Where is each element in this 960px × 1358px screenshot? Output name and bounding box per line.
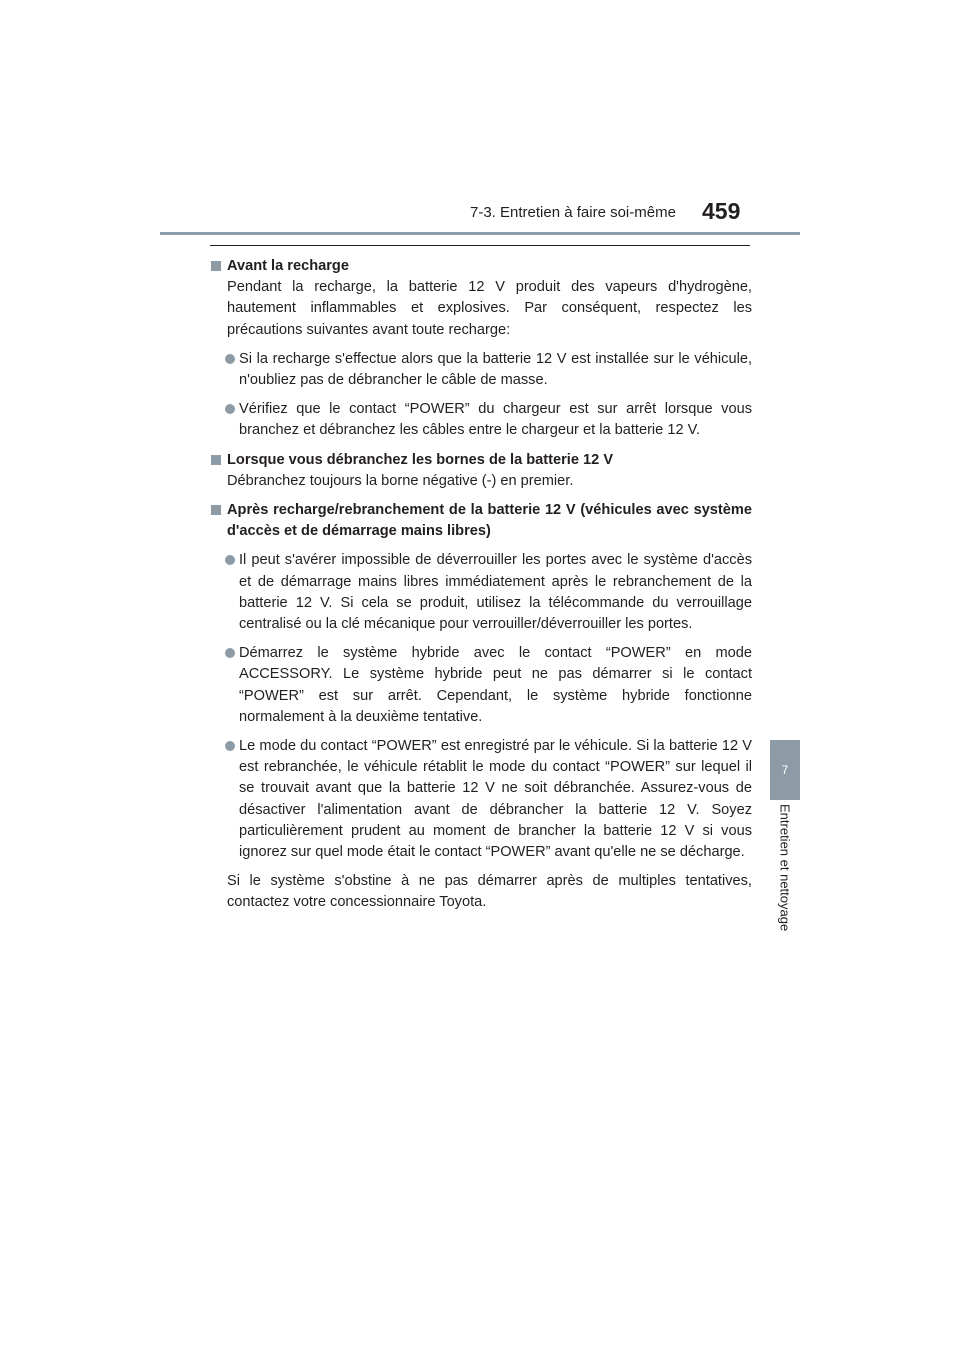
round-bullet-icon — [225, 404, 235, 414]
header-rule — [160, 232, 800, 235]
list-item-text: Il peut s'avérer impossible de déverrouiller les portes avec le système d'accès et de démarrage mains libres immédiatement après le rebranchement de la batterie 12 V. Si cela se produit, utilisez la télécommande du verrouillage centralisé ou la clé mécanique pour verrouiller/déverrouiller les portes. — [239, 552, 752, 633]
list-item-text: Si la recharge s'effectue alors que la batterie 12 V est installée sur le véhicule, n'oubliez pas de débrancher le câble de masse. — [239, 350, 752, 389]
page-number: 459 — [702, 198, 741, 224]
closing-paragraph: Si le système s'obstine à ne pas démarrer après de multiples tentatives, contactez votre concessionnaire Toyota. — [227, 873, 752, 911]
square-bullet-icon — [211, 261, 221, 271]
chapter-number: 7 — [781, 763, 789, 777]
section-title: Lorsque vous débranchez les bornes de la batterie 12 V — [227, 451, 614, 468]
chapter-tab[interactable] — [770, 740, 800, 800]
section-heading — [210, 256, 752, 277]
list-item — [210, 550, 752, 635]
round-bullet-icon — [225, 555, 235, 565]
list-item-text: Le mode du contact “POWER” est enregistré par le véhicule. Si la batterie 12 V est rebranchée, le véhicule rétablit le mode du contact “POWER” sur lequel il se trouvait avant que la batterie 12 V ne soit débranchée. Assurez-vous de désactiver l'alimentation avant de débrancher la batterie 12 V. Soyez particulièrement prudent au moment de brancher la batterie 12 V si vous ignorez sur quel mode était le contact “POWER” avant qu'elle ne se décharge. — [239, 738, 752, 861]
round-bullet-icon — [225, 648, 235, 658]
content-top-rule — [210, 245, 750, 246]
section-heading — [210, 450, 752, 471]
square-bullet-icon — [211, 455, 221, 465]
list-item-text: Démarrez le système hybride avec le contact “POWER” en mode ACCESSORY. Le système hybride peut ne pas démarrer si le contact “POWER” est sur arrêt. Cependant, le système hybride fonctionne normalement à la deuxième tentative. — [239, 645, 752, 725]
list-item-text: Vérifiez que le contact “POWER” du chargeur est sur arrêt lorsque vous branchez et débranchez les câbles entre le chargeur et la batterie 12 V. — [239, 401, 752, 439]
chapter-title: Entretien et nettoyage — [777, 804, 793, 932]
list-item — [210, 399, 752, 441]
list-item — [210, 736, 752, 863]
section-body: Débranchez toujours la borne négative (-) en premier. — [227, 472, 574, 489]
section-title: Avant la recharge — [227, 258, 349, 274]
square-bullet-icon — [211, 505, 221, 515]
list-item — [210, 643, 752, 728]
round-bullet-icon — [225, 354, 235, 364]
header-section-title: 7-3. Entretien à faire soi-même — [470, 204, 676, 221]
section-title: Après recharge/rebranchement de la batterie 12 V (véhicules avec système d'accès et de démarrage mains libres) — [227, 502, 752, 540]
section-body: Pendant la recharge, la batterie 12 V produit des vapeurs d'hydrogène, hautement inflammables et explosives. Par conséquent, respectez les précautions suivantes avant toute recharge: — [227, 279, 752, 338]
section-heading — [210, 500, 752, 542]
list-item — [210, 349, 752, 391]
round-bullet-icon — [225, 741, 235, 751]
page-content — [210, 256, 752, 914]
